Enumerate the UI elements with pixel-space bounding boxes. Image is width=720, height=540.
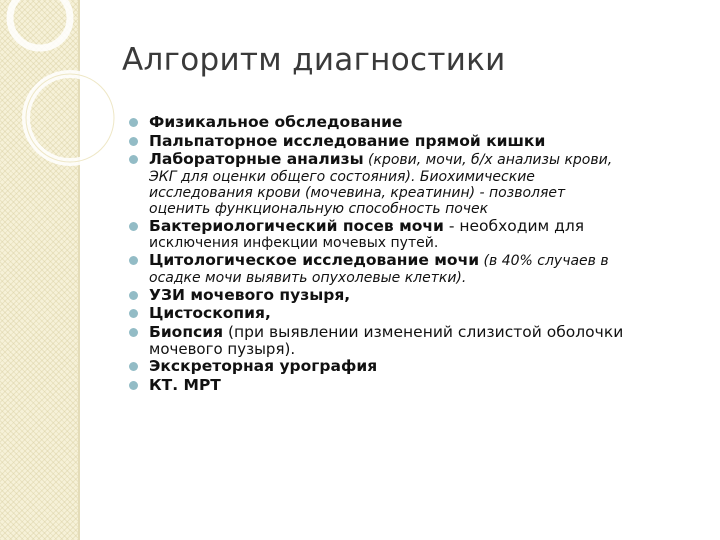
list-item [128,304,703,323]
item-detail-line: исключения инфекции мочевых путей. [149,235,439,251]
bullet-icon [129,381,138,390]
bullet-icon [129,155,138,164]
list-item [128,150,703,217]
diagnostic-list [128,113,703,394]
item-label: Экскреторная урография [149,357,378,375]
bullet-icon [129,222,138,231]
bullet-icon [129,328,138,337]
item-label: Цистоскопия, [149,304,271,322]
item-detail-line: осадке мочи выявить опухолевые клетки). [149,269,467,286]
item-detail: - необходим для [443,216,585,235]
list-item [128,357,703,376]
item-label: Лабораторные анализы [149,150,364,168]
item-label: Биопсия [149,322,224,341]
list-item [128,132,703,151]
item-detail: (крови, мочи, б/х анализы крови, [363,152,613,168]
item-detail-line: мочевого пузыря). [149,340,296,358]
list-item [128,376,703,395]
bullet-icon [129,291,138,300]
list-item [128,251,703,286]
decorative-circles [0,0,130,170]
item-detail-line: ЭКГ для оценки общего состояния). Биохимические [149,168,535,185]
bullet-icon [129,118,138,127]
list-item [128,323,703,358]
bullet-icon [129,137,138,146]
item-label: КТ. МРТ [149,375,221,394]
list-item [128,113,703,132]
list-item [128,286,703,305]
item-label: Физикальное обследование [149,113,403,131]
slide-title: Алгоритм диагностики [122,42,506,78]
item-label: Пальпаторное исследование прямой кишки [149,131,546,150]
item-label: Бактериологический посев мочи [149,216,444,235]
item-label: УЗИ мочевого пузыря, [149,285,351,304]
item-detail: (при выявлении изменений слизистой оболочки [223,322,624,341]
item-detail: (в 40% случаев в [479,253,609,269]
item-detail-line: оценить функциональную способность почек [149,200,489,217]
bullet-icon [129,256,138,265]
bullet-icon [129,362,138,371]
item-label: Цитологическое исследование мочи [149,251,480,269]
bullet-icon [129,309,138,318]
item-detail-line: исследования крови (мочевина, креатинин) - позволяет [149,184,566,201]
list-item [128,217,703,252]
